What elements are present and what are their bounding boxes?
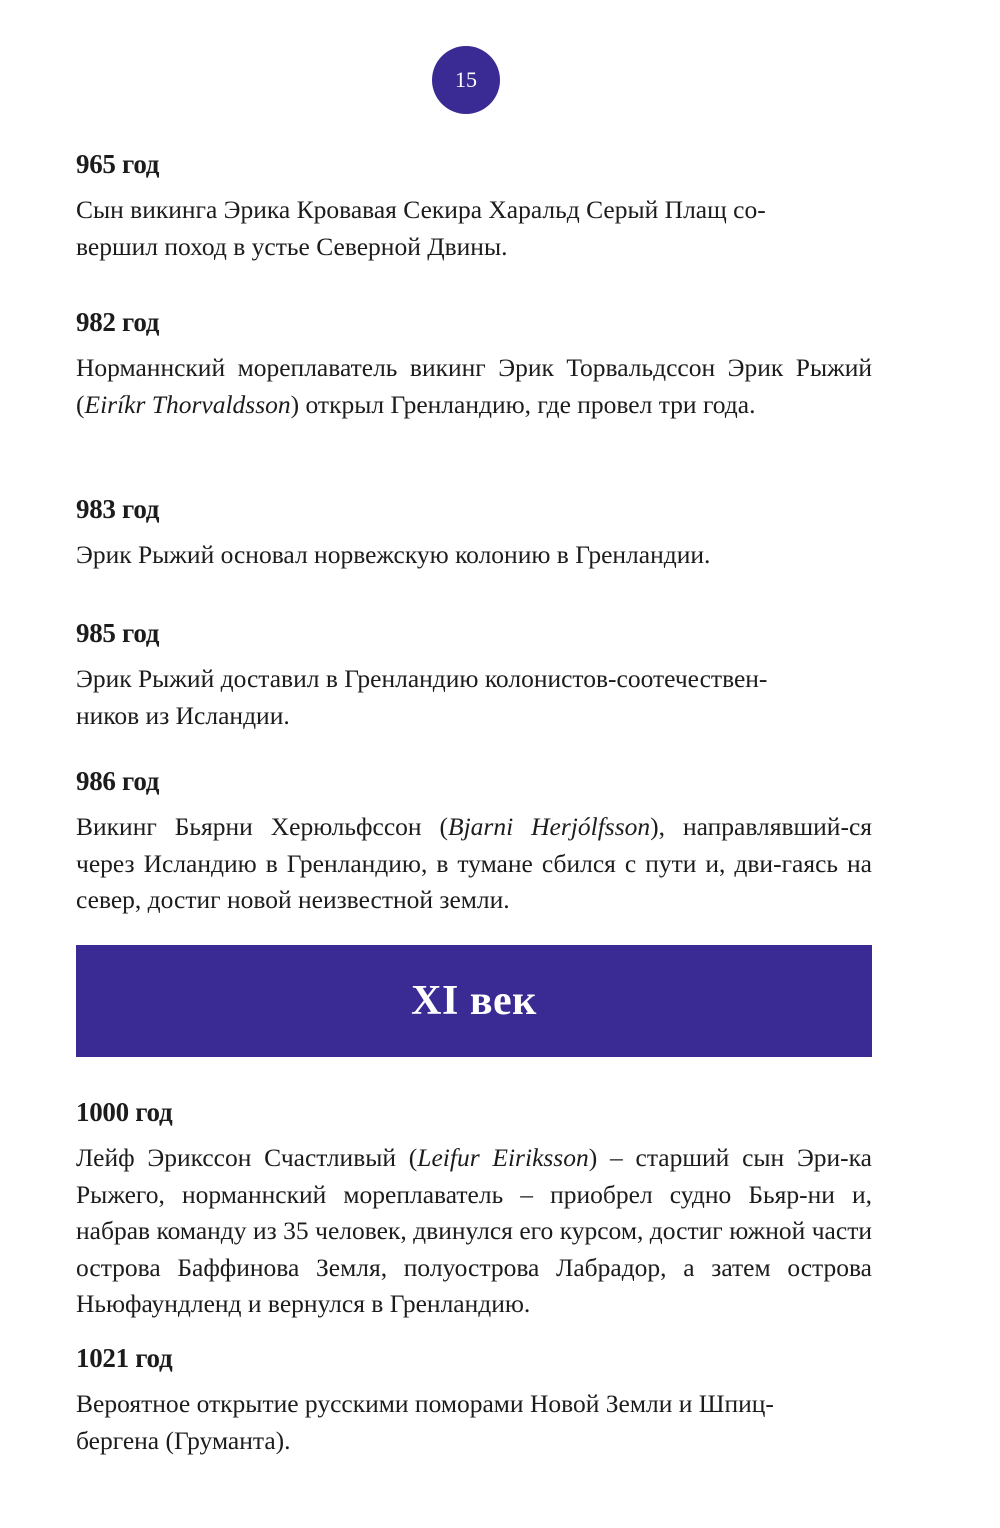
entry-text: Викинг Бьярни Херюльфссон (Bjarni Herjólfsson), направлявший-ся через Исландию в Гренландию, в тумане сбился с пути и, дви-гаясь на север, достиг новой неизвестной земли. (76, 812, 872, 914)
chronology-entry-982 (76, 306, 872, 423)
entry-year: 982 год (76, 307, 160, 337)
page-number: 15 (432, 46, 500, 114)
entry-text: Эрик Рыжий основал норвежскую колонию в Гренландии. (76, 540, 711, 569)
latin-name: Eiríkr Thorvaldsson (84, 389, 291, 419)
entry-year: 1021 год (76, 1343, 173, 1373)
entry-text: Эрик Рыжий доставил в Гренландию колонистов-соотечествен- ников из Исландии. (76, 664, 768, 730)
century-heading: XI век (411, 978, 537, 1024)
chronology-entry-985 (76, 617, 872, 734)
entry-year: 1000 год (76, 1097, 173, 1127)
latin-name: Leifur Eiriksson (417, 1143, 589, 1172)
chronology-entry-983 (76, 493, 872, 574)
chronology-entry-965 (76, 148, 872, 265)
chronology-entry-1021 (76, 1342, 872, 1459)
entry-text: Сын викинга Эрика Кровавая Секира Харальд Серый Плащ со- вершил поход в устье Северной Двины. (76, 195, 766, 261)
entry-text: Лейф Эрикссон Счастливый (Leifur Eiriksson) – старший сын Эри-ка Рыжего, норманнский мореплаватель – приобрел судно Бьяр-ни и, набрав команду из 35 человек, двинулся его курсом, достиг южной части острова Баффинова Земля, полуострова Лабрадор, а затем острова Ньюфаундленд и вернулся в Гренландию. (76, 1143, 872, 1318)
entry-year: 986 год (76, 766, 160, 796)
chronology-entry-986 (76, 765, 872, 919)
entry-year: 985 год (76, 618, 160, 648)
century-heading-band (76, 945, 872, 1057)
entry-text: Вероятное открытие русскими поморами Новой Земли и Шпиц- бергена (Груманта). (76, 1389, 774, 1455)
entry-text: Норманнский мореплаватель викинг Эрик Торвальдссон Эрик Рыжий (Eiríkr Thorvaldsson) открыл Гренландию, где провел три года. (76, 353, 872, 419)
entry-year: 983 год (76, 494, 160, 524)
latin-name: Bjarni Herjólfsson (448, 812, 651, 841)
entry-year: 965 год (76, 149, 160, 179)
chronology-entry-1000 (76, 1096, 872, 1323)
